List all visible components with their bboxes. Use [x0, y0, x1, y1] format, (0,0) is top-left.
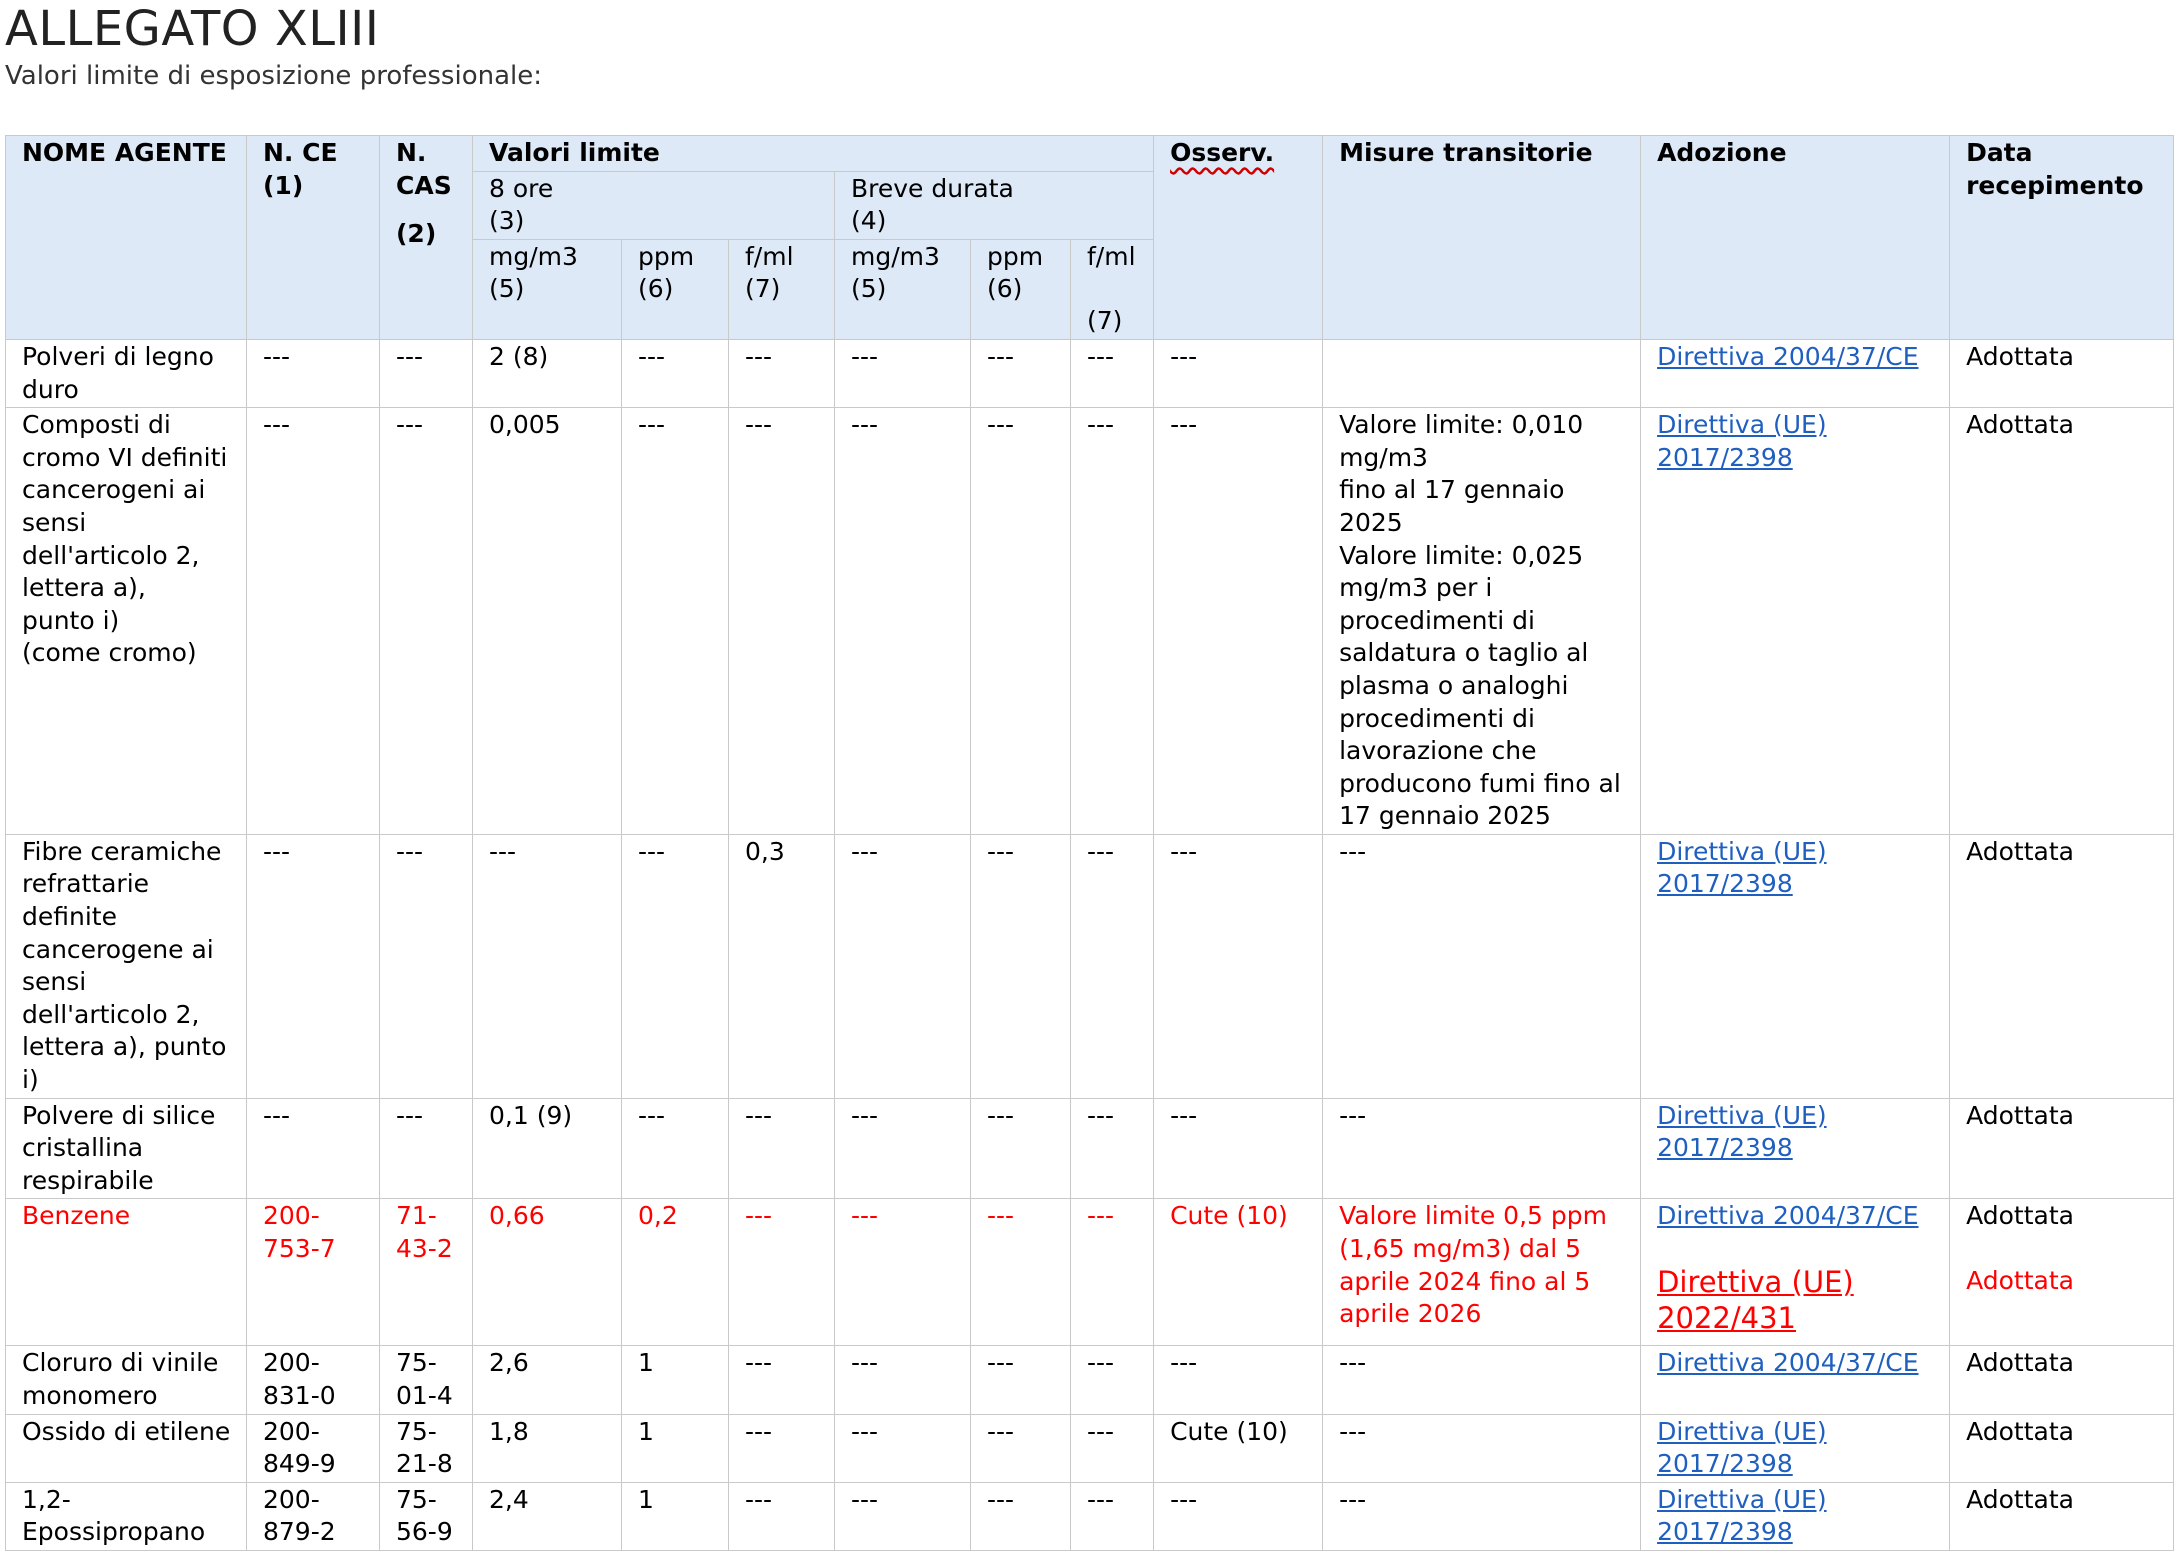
header-8h-mgm3 [473, 239, 622, 339]
cell-breve-mgm3: --- [835, 1414, 971, 1482]
adozione-link[interactable]: Direttiva 2004/37/CE [1657, 1348, 1919, 1378]
cell-cas: 71-43-2 [380, 1199, 473, 1346]
cell-misure: Valore limite: 0,010 mg/m3 fino al 17 gennaio 2025 Valore limite: 0,025 mg/m3 per i procedimenti di saldatura o taglio al plasma o analoghi procedimenti di lavorazione che producono fumi fino al 17 gennaio 2025 [1323, 408, 1641, 835]
cell-breve-ppm: --- [971, 408, 1071, 835]
adozione-link[interactable]: Direttiva (UE) 2017/2398 [1657, 1416, 1827, 1479]
cell-breve-fml: --- [1071, 1482, 1154, 1550]
cell-8h-fml: --- [729, 1346, 835, 1414]
data-value-2: Adottata [1966, 1266, 2074, 1295]
cell-misure: --- [1323, 1346, 1641, 1414]
cell-adozione [1641, 1199, 1950, 1346]
cell-adozione [1641, 1414, 1950, 1482]
cell-osserv: --- [1154, 339, 1323, 407]
header-8h-ppm [622, 239, 729, 339]
header-breve-mgm3-label: mg/m3 [851, 241, 940, 271]
cell-adozione [1641, 834, 1950, 1098]
cell-8h-fml: --- [729, 408, 835, 835]
exposure-limits-table [5, 135, 2174, 1551]
header-breve-ppm [971, 239, 1071, 339]
cell-8h-ppm: 1 [622, 1482, 729, 1550]
table-row [6, 834, 2174, 1098]
cell-nome: Composti di cromo VI definiti cancerogeni ai sensi dell'articolo 2, lettera a), punto i) (come cromo) [6, 408, 247, 835]
header-breve-mgm3-note: (5) [851, 274, 887, 304]
cell-breve-ppm: --- [971, 834, 1071, 1098]
cell-8h-fml: --- [729, 1482, 835, 1550]
cell-breve-fml: --- [1071, 1098, 1154, 1199]
cell-8h-mgm3: 0,66 [473, 1199, 622, 1346]
header-n-ce-label: N. CE [263, 138, 338, 167]
cell-ce: --- [247, 339, 380, 407]
cell-8h-ppm: --- [622, 408, 729, 835]
cell-breve-mgm3: --- [835, 408, 971, 835]
header-8h-fml [729, 239, 835, 339]
header-n-cas-label-2: CAS [396, 170, 452, 200]
cell-ce: --- [247, 834, 380, 1098]
cell-8h-mgm3: 0,1 (9) [473, 1098, 622, 1199]
cell-8h-mgm3: 2 (8) [473, 339, 622, 407]
header-breve-ppm-label: ppm [987, 241, 1044, 271]
cell-breve-fml: --- [1071, 339, 1154, 407]
cell-8h-ppm: --- [622, 834, 729, 1098]
adozione-link[interactable]: Direttiva (UE) 2017/2398 [1657, 410, 1827, 472]
cell-breve-mgm3: --- [835, 834, 971, 1098]
header-valori-limite: Valori limite [473, 136, 1154, 172]
table-row [6, 1414, 2174, 1482]
cell-breve-ppm: --- [971, 1199, 1071, 1346]
cell-breve-mgm3: --- [835, 1346, 971, 1414]
header-breve-mgm3 [835, 239, 971, 339]
cell-ce: 200-849-9 [247, 1414, 380, 1482]
cell-8h-ppm: 0,2 [622, 1199, 729, 1346]
table-row [6, 1482, 2174, 1550]
cell-adozione [1641, 339, 1950, 407]
adozione-link[interactable]: Direttiva (UE) 2017/2398 [1657, 836, 1827, 899]
cell-nome: Benzene [6, 1199, 247, 1346]
header-8h-ppm-note: (6) [638, 274, 674, 304]
cell-8h-mgm3: 1,8 [473, 1414, 622, 1482]
header-n-ce-note: (1) [263, 170, 304, 200]
header-breve-durata-note: (4) [851, 206, 887, 236]
cell-misure: Valore limite 0,5 ppm (1,65 mg/m3) dal 5 aprile 2024 fino al 5 aprile 2026 [1323, 1199, 1641, 1346]
cell-data: Adottata [1950, 408, 2174, 835]
header-breve-ppm-note: (6) [987, 274, 1023, 304]
table-body [6, 339, 2174, 1550]
cell-breve-ppm: --- [971, 1414, 1071, 1482]
document-title: ALLEGATO XLIII [5, 1, 380, 57]
cell-8h-mgm3: 0,005 [473, 408, 622, 835]
cell-osserv: Cute (10) [1154, 1199, 1323, 1346]
cell-breve-fml: --- [1071, 408, 1154, 835]
header-adozione: Adozione [1641, 136, 1950, 340]
table-row [6, 1098, 2174, 1199]
header-data-label-1: Data [1966, 138, 2033, 167]
cell-8h-mgm3: --- [473, 834, 622, 1098]
table-row [6, 408, 2174, 835]
adozione-link[interactable]: Direttiva (UE) 2017/2398 [1657, 1100, 1827, 1163]
header-breve-fml [1071, 239, 1154, 339]
table-row [6, 1199, 2174, 1346]
header-8h-fml-note: (7) [745, 274, 781, 304]
header-breve-fml-label: f/ml [1087, 241, 1136, 271]
cell-breve-ppm: --- [971, 1482, 1071, 1550]
cell-8h-mgm3: 2,6 [473, 1346, 622, 1414]
cell-8h-ppm: 1 [622, 1414, 729, 1482]
header-breve-durata [835, 171, 1154, 239]
cell-ce: --- [247, 408, 380, 835]
cell-misure: --- [1323, 834, 1641, 1098]
cell-data: Adottata [1950, 1098, 2174, 1199]
adozione-link[interactable]: Direttiva 2004/37/CE [1657, 341, 1919, 371]
cell-nome: Polvere di silice cristallina respirabile [6, 1098, 247, 1199]
cell-cas: --- [380, 1098, 473, 1199]
cell-osserv: Cute (10) [1154, 1414, 1323, 1482]
cell-8h-fml: --- [729, 1199, 835, 1346]
cell-data [1950, 1199, 2174, 1346]
cell-breve-mgm3: --- [835, 1098, 971, 1199]
cell-nome: Ossido di etilene [6, 1414, 247, 1482]
adozione-link-2[interactable]: Direttiva (UE) 2022/431 [1657, 1265, 1854, 1335]
cell-breve-mgm3: --- [835, 1482, 971, 1550]
cell-osserv: --- [1154, 408, 1323, 835]
table-row [6, 1346, 2174, 1414]
cell-breve-fml: --- [1071, 834, 1154, 1098]
cell-ce: 200-831-0 [247, 1346, 380, 1414]
cell-nome: Polveri di legno duro [6, 339, 247, 407]
cell-8h-fml: --- [729, 339, 835, 407]
cell-misure [1323, 339, 1641, 407]
cell-cas: 75-21-8 [380, 1414, 473, 1482]
cell-breve-ppm: --- [971, 339, 1071, 407]
header-n-ce [247, 136, 380, 340]
cell-data: Adottata [1950, 339, 2174, 407]
header-breve-fml-note: (7) [1087, 306, 1123, 336]
header-8h-ppm-label: ppm [638, 241, 695, 271]
cell-adozione [1641, 408, 1950, 835]
header-8-ore-label: 8 ore [489, 173, 554, 203]
cell-osserv: --- [1154, 834, 1323, 1098]
header-osserv [1154, 136, 1323, 340]
cell-8h-fml: 0,3 [729, 834, 835, 1098]
header-osserv-label: Osserv. [1170, 138, 1275, 167]
cell-cas: --- [380, 339, 473, 407]
cell-nome: Fibre ceramiche refrattarie definite cancerogene ai sensi dell'articolo 2, lettera a), punto i) [6, 834, 247, 1098]
data-value: Adottata [1966, 1201, 2074, 1231]
table-row [6, 339, 2174, 407]
cell-osserv: --- [1154, 1482, 1323, 1550]
cell-cas: 75-56-9 [380, 1482, 473, 1550]
cell-8h-ppm: 1 [622, 1346, 729, 1414]
header-n-cas-label-1: N. [396, 138, 427, 167]
cell-misure: --- [1323, 1098, 1641, 1199]
cell-ce: --- [247, 1098, 380, 1199]
cell-breve-fml: --- [1071, 1346, 1154, 1414]
header-nome-agente: NOME AGENTE [6, 136, 247, 340]
cell-ce: 200-879-2 [247, 1482, 380, 1550]
cell-adozione [1641, 1346, 1950, 1414]
cell-data: Adottata [1950, 1414, 2174, 1482]
cell-osserv: --- [1154, 1098, 1323, 1199]
cell-8h-ppm: --- [622, 1098, 729, 1199]
cell-adozione [1641, 1482, 1950, 1550]
cell-osserv: --- [1154, 1346, 1323, 1414]
cell-nome: 1,2-Epossipropano [6, 1482, 247, 1550]
cell-data: Adottata [1950, 834, 2174, 1098]
adozione-link[interactable]: Direttiva 2004/37/CE [1657, 1201, 1919, 1231]
cell-breve-fml: --- [1071, 1199, 1154, 1346]
table-header [6, 136, 2174, 340]
cell-breve-mgm3: --- [835, 1199, 971, 1346]
header-8h-mgm3-note: (5) [489, 274, 525, 304]
header-n-cas-note: (2) [396, 219, 437, 249]
header-8h-mgm3-label: mg/m3 [489, 241, 578, 271]
header-data-label-2: recepimento [1966, 170, 2144, 200]
cell-breve-ppm: --- [971, 1098, 1071, 1199]
cell-cas: 75-01-4 [380, 1346, 473, 1414]
cell-nome: Cloruro di vinile monomero [6, 1346, 247, 1414]
cell-adozione [1641, 1098, 1950, 1199]
cell-data: Adottata [1950, 1346, 2174, 1414]
cell-ce: 200-753-7 [247, 1199, 380, 1346]
cell-8h-mgm3: 2,4 [473, 1482, 622, 1550]
cell-data: Adottata [1950, 1482, 2174, 1550]
header-n-cas [380, 136, 473, 340]
header-data-recepimento [1950, 136, 2174, 340]
cell-breve-ppm: --- [971, 1346, 1071, 1414]
cell-breve-mgm3: --- [835, 339, 971, 407]
cell-misure: --- [1323, 1482, 1641, 1550]
header-breve-durata-label: Breve durata [851, 173, 1014, 203]
document-subtitle: Valori limite di esposizione professionale: [5, 61, 542, 91]
cell-8h-fml: --- [729, 1098, 835, 1199]
cell-breve-fml: --- [1071, 1414, 1154, 1482]
cell-cas: --- [380, 408, 473, 835]
cell-misure: --- [1323, 1414, 1641, 1482]
header-misure-transitorie: Misure transitorie [1323, 136, 1641, 340]
header-8-ore-note: (3) [489, 206, 525, 236]
header-8-ore [473, 171, 835, 239]
cell-8h-ppm: --- [622, 339, 729, 407]
cell-8h-fml: --- [729, 1414, 835, 1482]
cell-cas: --- [380, 834, 473, 1098]
header-8h-fml-label: f/ml [745, 241, 794, 271]
adozione-link[interactable]: Direttiva (UE) 2017/2398 [1657, 1484, 1827, 1547]
